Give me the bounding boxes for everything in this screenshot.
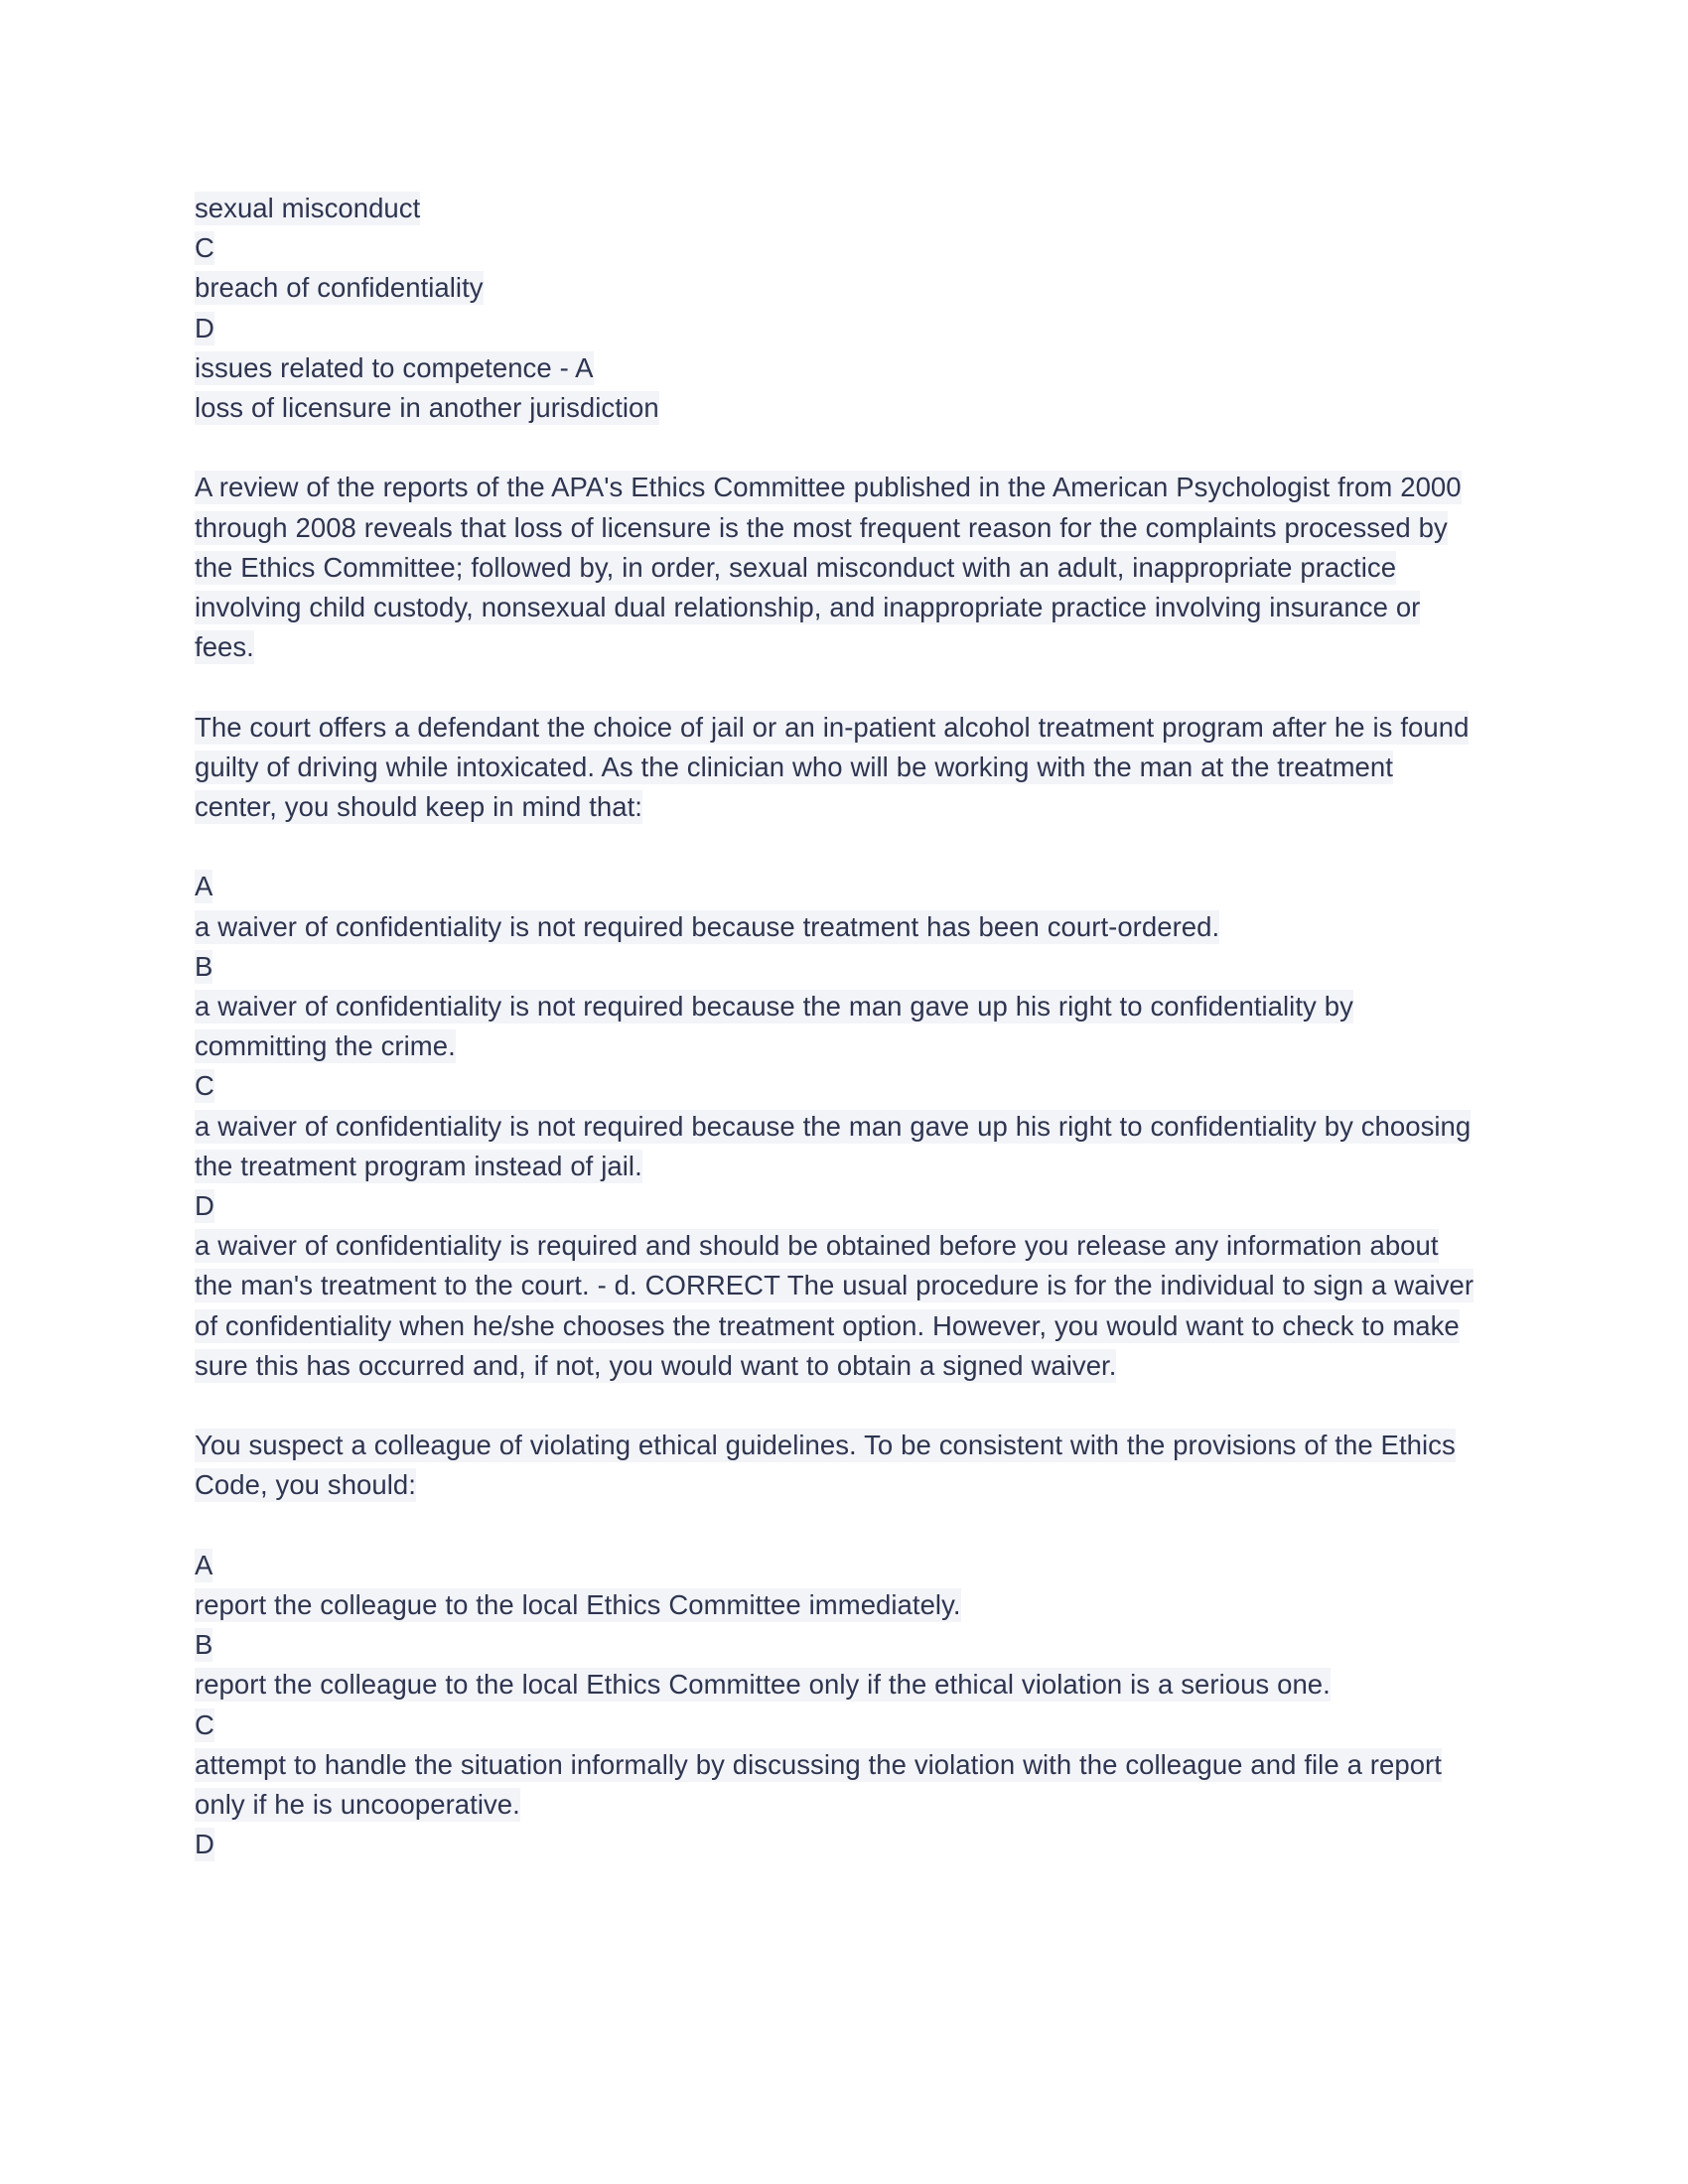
answer-option-text-a: a waiver of confidentiality is not required because treatment has been court-ordered. (195, 910, 1220, 942)
question-stem-q3 (195, 1426, 1476, 1505)
answer-option-text-c: a waiver of confidentiality is not required because the man gave up his right to confidentiality by choosing the treatment program instead of jail. (195, 1110, 1472, 1181)
answer-option-letter-c: C (195, 1070, 214, 1102)
answer-option-letter-a: A (195, 1549, 213, 1580)
answer-list-q2 (195, 867, 1476, 1386)
question-text: The court offers a defendant the choice of jail or an in-patient alcohol treatment program after he is found guilty of driving while intoxicated. As the clinician who will be working with the man at the treatment center, you should keep in mind that: (195, 711, 1470, 823)
answer-option-letter-d: D (195, 1829, 214, 1860)
answer-option-text-b: a waiver of confidentiality is not required because the man gave up his right to confidentiality by committing the crime. (195, 991, 1353, 1062)
answer-option-text-a: report the colleague to the local Ethics Committee immediately. (195, 1589, 961, 1621)
answer-option-letter-b: B (195, 1629, 213, 1661)
paragraph-spacer (195, 667, 1476, 707)
answer-option-letter-b: B (195, 950, 213, 982)
answer-option-letter-d: D (195, 312, 214, 343)
answer-option-text: breach of confidentiality (195, 272, 484, 304)
answer-option-letter-a: A (195, 871, 213, 902)
answer-option-text-c: attempt to handle the situation informally by discussing the violation with the colleague and file a report only if he is uncooperative. (195, 1748, 1442, 1821)
question-text: You suspect a colleague of violating ethical guidelines. To be consistent with the provisions of the Ethics Code, you should: (195, 1430, 1456, 1501)
answer-list-q1 (195, 189, 1476, 428)
answer-option-letter-c: C (195, 232, 214, 264)
answer-option-letter-d: D (195, 1190, 214, 1222)
explanation-text: A review of the reports of the APA's Ethics Committee published in the American Psychologist from 2000 through 2008 reveals that loss of licensure is the most frequent reason for the complaints processed by the Ethics Committee; followed by, in order, sexual misconduct with an adult, inappropriate practice involving child custody, nonsexual dual relationship, and inappropriate practice involving insurance or fees. (195, 472, 1462, 663)
paragraph-spacer (195, 827, 1476, 867)
answer-option-text: loss of licensure in another jurisdiction (195, 392, 659, 424)
answer-option-text: sexual misconduct (195, 193, 421, 223)
question-stem-q2 (195, 708, 1476, 828)
paragraph-spacer (195, 428, 1476, 468)
answer-list-q3 (195, 1546, 1476, 1865)
paragraph-spacer (195, 1386, 1476, 1426)
answer-option-text-d: a waiver of confidentiality is required and should be obtained before you release any information about the man's treatment to the court. - d. CORRECT The usual procedure is for the individual to sign a waiver of confidentiality when he/she chooses the treatment option. However, you would want to check to make sure this has occurred and, if not, you would want to obtain a signed waiver. (195, 1230, 1475, 1381)
answer-option-text: issues related to competence - A (195, 351, 594, 383)
explanation-paragraph-q1 (195, 468, 1476, 667)
document-body (195, 189, 1476, 1864)
answer-option-text-b: report the colleague to the local Ethics Committee only if the ethical violation is a serious one. (195, 1669, 1331, 1701)
paragraph-spacer (195, 1506, 1476, 1546)
answer-option-letter-c: C (195, 1708, 214, 1740)
